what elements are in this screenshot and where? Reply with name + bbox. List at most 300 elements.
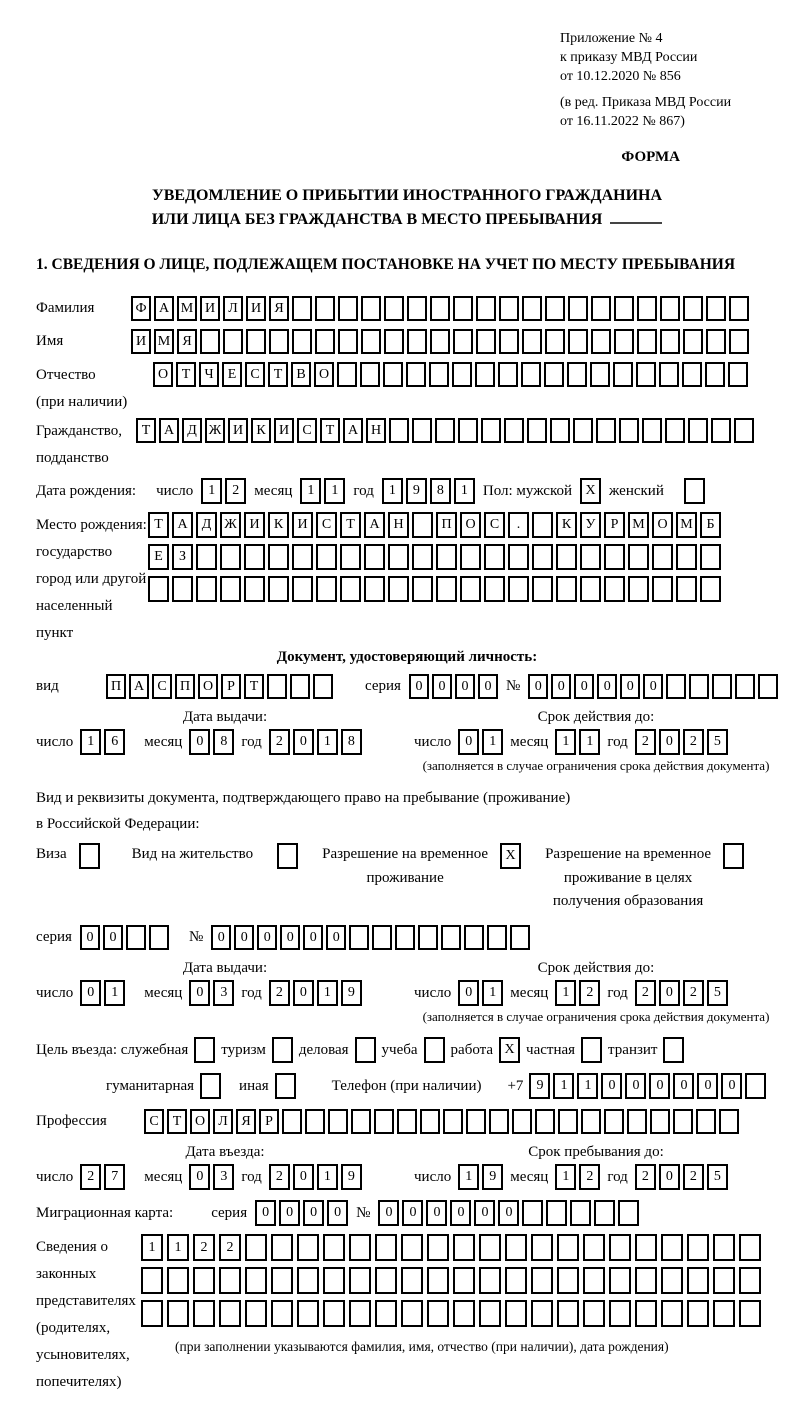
char-cell[interactable] (372, 925, 392, 950)
char-cell[interactable]: 9 (341, 1164, 362, 1190)
char-cell[interactable] (659, 362, 679, 387)
char-cell[interactable]: 2 (635, 729, 656, 755)
char-cell[interactable] (315, 329, 335, 354)
char-cell[interactable] (700, 544, 721, 570)
char-cell[interactable] (713, 1300, 735, 1327)
char-cell[interactable]: 0 (432, 674, 452, 699)
char-cell[interactable] (489, 1109, 509, 1134)
char-cell[interactable] (267, 674, 287, 699)
char-cell[interactable] (660, 296, 680, 321)
char-cell[interactable]: 0 (80, 925, 100, 950)
char-cell[interactable] (340, 576, 361, 602)
char-cell[interactable]: 0 (80, 980, 101, 1006)
char-cell[interactable] (443, 1109, 463, 1134)
char-cell[interactable] (711, 418, 731, 443)
char-cell[interactable] (581, 1109, 601, 1134)
char-cell[interactable]: М (628, 512, 649, 538)
char-cell[interactable] (706, 329, 726, 354)
char-cell[interactable] (268, 576, 289, 602)
char-cell[interactable] (719, 1109, 739, 1134)
char-cell[interactable] (687, 1300, 709, 1327)
char-cell[interactable]: 3 (213, 980, 234, 1006)
char-cell[interactable]: 5 (707, 729, 728, 755)
char-cell[interactable] (441, 925, 461, 950)
char-cell[interactable] (407, 296, 427, 321)
char-cell[interactable] (556, 544, 577, 570)
char-cell[interactable]: 0 (293, 1164, 314, 1190)
char-cell[interactable] (527, 418, 547, 443)
purpose-humanitarian-checkbox[interactable] (200, 1073, 221, 1099)
char-cell[interactable] (676, 544, 697, 570)
char-cell[interactable]: О (314, 362, 334, 387)
char-cell[interactable]: 0 (327, 1200, 348, 1226)
char-cell[interactable] (361, 296, 381, 321)
char-cell[interactable] (609, 1300, 631, 1327)
char-cell[interactable] (340, 544, 361, 570)
char-cell[interactable] (544, 362, 564, 387)
char-cell[interactable] (389, 418, 409, 443)
char-cell[interactable]: В (291, 362, 311, 387)
purpose-other-checkbox[interactable] (275, 1073, 296, 1099)
char-cell[interactable]: С (484, 512, 505, 538)
char-cell[interactable]: 2 (635, 1164, 656, 1190)
char-cell[interactable]: 1 (382, 478, 403, 504)
char-cell[interactable]: А (154, 296, 174, 321)
char-cell[interactable] (650, 1109, 670, 1134)
char-cell[interactable] (635, 1267, 657, 1294)
char-cell[interactable]: И (131, 329, 151, 354)
char-cell[interactable]: И (200, 296, 220, 321)
char-cell[interactable]: 1 (579, 729, 600, 755)
char-cell[interactable]: Е (222, 362, 242, 387)
char-cell[interactable]: 7 (104, 1164, 125, 1190)
char-cell[interactable] (388, 544, 409, 570)
char-cell[interactable] (412, 544, 433, 570)
char-cell[interactable] (558, 1109, 578, 1134)
char-cell[interactable] (384, 296, 404, 321)
char-cell[interactable]: 0 (478, 674, 498, 699)
char-cell[interactable] (313, 674, 333, 699)
char-cell[interactable] (661, 1300, 683, 1327)
char-cell[interactable] (583, 1267, 605, 1294)
char-cell[interactable] (568, 296, 588, 321)
char-cell[interactable]: 0 (303, 1200, 324, 1226)
char-cell[interactable] (557, 1267, 579, 1294)
char-cell[interactable] (453, 1234, 475, 1261)
char-cell[interactable]: 0 (378, 1200, 399, 1226)
char-cell[interactable] (604, 544, 625, 570)
char-cell[interactable]: М (177, 296, 197, 321)
char-cell[interactable] (713, 1234, 735, 1261)
char-cell[interactable] (590, 362, 610, 387)
char-cell[interactable] (591, 296, 611, 321)
char-cell[interactable] (652, 576, 673, 602)
char-cell[interactable] (149, 925, 169, 950)
char-cell[interactable] (696, 1109, 716, 1134)
char-cell[interactable]: 1 (324, 478, 345, 504)
char-cell[interactable] (618, 1200, 639, 1226)
char-cell[interactable]: 8 (430, 478, 451, 504)
char-cell[interactable] (418, 925, 438, 950)
char-cell[interactable]: И (244, 512, 265, 538)
char-cell[interactable] (453, 1267, 475, 1294)
char-cell[interactable] (504, 418, 524, 443)
char-cell[interactable]: 2 (269, 980, 290, 1006)
purpose-work-checkbox[interactable]: X (499, 1037, 520, 1063)
char-cell[interactable] (271, 1267, 293, 1294)
char-cell[interactable] (292, 329, 312, 354)
char-cell[interactable]: А (129, 674, 149, 699)
char-cell[interactable] (557, 1234, 579, 1261)
char-cell[interactable] (758, 674, 778, 699)
purpose-tourism-checkbox[interactable] (272, 1037, 293, 1063)
char-cell[interactable] (734, 418, 754, 443)
purpose-private-checkbox[interactable] (581, 1037, 602, 1063)
char-cell[interactable]: О (198, 674, 218, 699)
char-cell[interactable] (505, 1234, 527, 1261)
char-cell[interactable] (167, 1300, 189, 1327)
char-cell[interactable]: 1 (553, 1073, 574, 1099)
char-cell[interactable]: 1 (458, 1164, 479, 1190)
char-cell[interactable] (430, 296, 450, 321)
char-cell[interactable] (430, 329, 450, 354)
char-cell[interactable] (246, 329, 266, 354)
char-cell[interactable] (735, 674, 755, 699)
char-cell[interactable] (557, 1300, 579, 1327)
char-cell[interactable]: Т (176, 362, 196, 387)
char-cell[interactable]: 9 (406, 478, 427, 504)
char-cell[interactable] (316, 544, 337, 570)
char-cell[interactable] (297, 1267, 319, 1294)
char-cell[interactable] (522, 329, 542, 354)
char-cell[interactable] (567, 362, 587, 387)
char-cell[interactable]: С (144, 1109, 164, 1134)
char-cell[interactable] (510, 925, 530, 950)
char-cell[interactable] (290, 674, 310, 699)
char-cell[interactable]: 1 (104, 980, 125, 1006)
char-cell[interactable]: 1 (80, 729, 101, 755)
char-cell[interactable]: 1 (300, 478, 321, 504)
temp-residence-edu-checkbox[interactable] (723, 843, 744, 869)
char-cell[interactable]: Я (236, 1109, 256, 1134)
char-cell[interactable] (628, 544, 649, 570)
char-cell[interactable]: И (228, 418, 248, 443)
char-cell[interactable] (728, 362, 748, 387)
char-cell[interactable] (535, 1109, 555, 1134)
char-cell[interactable] (395, 925, 415, 950)
char-cell[interactable] (453, 1300, 475, 1327)
char-cell[interactable]: Ч (199, 362, 219, 387)
char-cell[interactable] (522, 296, 542, 321)
char-cell[interactable] (412, 576, 433, 602)
char-cell[interactable] (521, 362, 541, 387)
char-cell[interactable] (745, 1073, 766, 1099)
char-cell[interactable]: 0 (643, 674, 663, 699)
char-cell[interactable] (531, 1267, 553, 1294)
char-cell[interactable]: 0 (455, 674, 475, 699)
char-cell[interactable]: О (153, 362, 173, 387)
char-cell[interactable]: 2 (579, 1164, 600, 1190)
char-cell[interactable]: Т (148, 512, 169, 538)
char-cell[interactable] (499, 296, 519, 321)
char-cell[interactable] (460, 544, 481, 570)
char-cell[interactable]: Т (340, 512, 361, 538)
char-cell[interactable] (196, 544, 217, 570)
char-cell[interactable]: 2 (219, 1234, 241, 1261)
char-cell[interactable] (683, 329, 703, 354)
char-cell[interactable] (384, 329, 404, 354)
char-cell[interactable]: 0 (303, 925, 323, 950)
char-cell[interactable] (245, 1267, 267, 1294)
char-cell[interactable]: П (436, 512, 457, 538)
char-cell[interactable]: 0 (189, 1164, 210, 1190)
char-cell[interactable] (401, 1234, 423, 1261)
char-cell[interactable]: 0 (659, 980, 680, 1006)
char-cell[interactable]: 2 (193, 1234, 215, 1261)
char-cell[interactable]: 0 (659, 729, 680, 755)
char-cell[interactable] (297, 1234, 319, 1261)
char-cell[interactable]: И (292, 512, 313, 538)
char-cell[interactable]: А (343, 418, 363, 443)
char-cell[interactable]: Л (213, 1109, 233, 1134)
char-cell[interactable]: 0 (458, 980, 479, 1006)
char-cell[interactable]: 2 (80, 1164, 101, 1190)
char-cell[interactable] (452, 362, 472, 387)
char-cell[interactable]: О (190, 1109, 210, 1134)
char-cell[interactable]: М (676, 512, 697, 538)
char-cell[interactable] (532, 512, 553, 538)
char-cell[interactable] (505, 1300, 527, 1327)
char-cell[interactable] (292, 544, 313, 570)
char-cell[interactable] (568, 329, 588, 354)
char-cell[interactable]: Д (182, 418, 202, 443)
char-cell[interactable] (556, 576, 577, 602)
char-cell[interactable]: 0 (458, 729, 479, 755)
char-cell[interactable] (141, 1267, 163, 1294)
char-cell[interactable]: 0 (551, 674, 571, 699)
char-cell[interactable] (349, 925, 369, 950)
char-cell[interactable]: У (580, 512, 601, 538)
char-cell[interactable] (388, 576, 409, 602)
char-cell[interactable] (219, 1300, 241, 1327)
char-cell[interactable] (712, 674, 732, 699)
char-cell[interactable]: 1 (555, 980, 576, 1006)
char-cell[interactable] (429, 362, 449, 387)
char-cell[interactable] (397, 1109, 417, 1134)
char-cell[interactable]: З (172, 544, 193, 570)
char-cell[interactable]: 8 (341, 729, 362, 755)
char-cell[interactable]: 1 (141, 1234, 163, 1261)
char-cell[interactable]: Б (700, 512, 721, 538)
char-cell[interactable] (481, 418, 501, 443)
char-cell[interactable]: 1 (167, 1234, 189, 1261)
char-cell[interactable] (531, 1234, 553, 1261)
char-cell[interactable] (220, 576, 241, 602)
char-cell[interactable]: 0 (697, 1073, 718, 1099)
char-cell[interactable] (652, 544, 673, 570)
char-cell[interactable]: А (364, 512, 385, 538)
temp-residence-checkbox[interactable]: X (500, 843, 521, 869)
char-cell[interactable] (337, 362, 357, 387)
char-cell[interactable]: Д (196, 512, 217, 538)
char-cell[interactable] (688, 418, 708, 443)
char-cell[interactable] (583, 1300, 605, 1327)
char-cell[interactable]: 0 (279, 1200, 300, 1226)
char-cell[interactable]: 1 (317, 729, 338, 755)
char-cell[interactable]: 2 (579, 980, 600, 1006)
char-cell[interactable] (619, 418, 639, 443)
char-cell[interactable]: 8 (213, 729, 234, 755)
char-cell[interactable] (604, 576, 625, 602)
char-cell[interactable] (420, 1109, 440, 1134)
char-cell[interactable] (729, 329, 749, 354)
char-cell[interactable] (292, 576, 313, 602)
char-cell[interactable] (479, 1267, 501, 1294)
char-cell[interactable] (475, 362, 495, 387)
char-cell[interactable] (196, 576, 217, 602)
char-cell[interactable]: 0 (293, 729, 314, 755)
char-cell[interactable]: Ж (205, 418, 225, 443)
char-cell[interactable]: 0 (625, 1073, 646, 1099)
char-cell[interactable]: И (274, 418, 294, 443)
char-cell[interactable] (532, 544, 553, 570)
char-cell[interactable] (360, 362, 380, 387)
char-cell[interactable] (642, 418, 662, 443)
char-cell[interactable]: 2 (683, 729, 704, 755)
char-cell[interactable] (609, 1234, 631, 1261)
char-cell[interactable] (200, 329, 220, 354)
char-cell[interactable]: 0 (474, 1200, 495, 1226)
char-cell[interactable]: 0 (528, 674, 548, 699)
char-cell[interactable]: 1 (317, 980, 338, 1006)
char-cell[interactable]: П (175, 674, 195, 699)
char-cell[interactable] (636, 362, 656, 387)
char-cell[interactable]: С (245, 362, 265, 387)
char-cell[interactable] (297, 1300, 319, 1327)
char-cell[interactable]: 9 (482, 1164, 503, 1190)
char-cell[interactable] (729, 296, 749, 321)
char-cell[interactable] (323, 1300, 345, 1327)
char-cell[interactable] (682, 362, 702, 387)
char-cell[interactable] (466, 1109, 486, 1134)
char-cell[interactable]: Я (177, 329, 197, 354)
char-cell[interactable] (661, 1267, 683, 1294)
char-cell[interactable]: С (297, 418, 317, 443)
char-cell[interactable] (245, 1234, 267, 1261)
char-cell[interactable] (550, 418, 570, 443)
char-cell[interactable] (683, 296, 703, 321)
char-cell[interactable] (689, 674, 709, 699)
char-cell[interactable]: 0 (234, 925, 254, 950)
residence-permit-checkbox[interactable] (277, 843, 298, 869)
char-cell[interactable]: А (172, 512, 193, 538)
char-cell[interactable]: 2 (225, 478, 246, 504)
char-cell[interactable] (435, 418, 455, 443)
char-cell[interactable] (505, 1267, 527, 1294)
char-cell[interactable]: 5 (707, 980, 728, 1006)
char-cell[interactable] (193, 1267, 215, 1294)
char-cell[interactable] (148, 576, 169, 602)
char-cell[interactable] (219, 1267, 241, 1294)
char-cell[interactable]: Ф (131, 296, 151, 321)
char-cell[interactable] (244, 544, 265, 570)
char-cell[interactable]: Р (604, 512, 625, 538)
char-cell[interactable]: 2 (683, 1164, 704, 1190)
char-cell[interactable] (271, 1300, 293, 1327)
char-cell[interactable] (739, 1234, 761, 1261)
char-cell[interactable] (412, 418, 432, 443)
char-cell[interactable]: Т (167, 1109, 187, 1134)
char-cell[interactable] (476, 329, 496, 354)
char-cell[interactable]: С (152, 674, 172, 699)
char-cell[interactable]: 0 (649, 1073, 670, 1099)
char-cell[interactable]: 0 (620, 674, 640, 699)
char-cell[interactable] (338, 329, 358, 354)
char-cell[interactable]: 0 (659, 1164, 680, 1190)
char-cell[interactable]: 0 (293, 980, 314, 1006)
char-cell[interactable] (687, 1234, 709, 1261)
char-cell[interactable] (374, 1109, 394, 1134)
char-cell[interactable] (613, 362, 633, 387)
char-cell[interactable] (361, 329, 381, 354)
char-cell[interactable] (193, 1300, 215, 1327)
char-cell[interactable] (522, 1200, 543, 1226)
char-cell[interactable]: 0 (103, 925, 123, 950)
char-cell[interactable] (427, 1300, 449, 1327)
char-cell[interactable] (167, 1267, 189, 1294)
char-cell[interactable]: Е (148, 544, 169, 570)
char-cell[interactable]: И (246, 296, 266, 321)
char-cell[interactable] (375, 1267, 397, 1294)
char-cell[interactable] (583, 1234, 605, 1261)
char-cell[interactable] (713, 1267, 735, 1294)
char-cell[interactable] (383, 362, 403, 387)
char-cell[interactable] (512, 1109, 532, 1134)
char-cell[interactable]: Т (244, 674, 264, 699)
char-cell[interactable]: Т (320, 418, 340, 443)
purpose-official-checkbox[interactable] (194, 1037, 215, 1063)
char-cell[interactable]: 0 (257, 925, 277, 950)
char-cell[interactable]: 0 (450, 1200, 471, 1226)
char-cell[interactable] (545, 329, 565, 354)
char-cell[interactable] (323, 1234, 345, 1261)
char-cell[interactable]: 1 (482, 980, 503, 1006)
char-cell[interactable] (338, 296, 358, 321)
char-cell[interactable] (305, 1109, 325, 1134)
char-cell[interactable]: 2 (635, 980, 656, 1006)
char-cell[interactable] (375, 1300, 397, 1327)
char-cell[interactable]: 6 (104, 729, 125, 755)
char-cell[interactable] (375, 1234, 397, 1261)
visa-checkbox[interactable] (79, 843, 100, 869)
char-cell[interactable]: 2 (683, 980, 704, 1006)
char-cell[interactable]: 0 (189, 980, 210, 1006)
char-cell[interactable] (614, 296, 634, 321)
char-cell[interactable]: Р (259, 1109, 279, 1134)
char-cell[interactable]: С (316, 512, 337, 538)
char-cell[interactable] (282, 1109, 302, 1134)
char-cell[interactable] (676, 576, 697, 602)
char-cell[interactable]: 2 (269, 1164, 290, 1190)
char-cell[interactable]: 1 (201, 478, 222, 504)
char-cell[interactable] (580, 576, 601, 602)
char-cell[interactable] (545, 296, 565, 321)
char-cell[interactable] (666, 674, 686, 699)
char-cell[interactable] (484, 576, 505, 602)
char-cell[interactable] (292, 296, 312, 321)
char-cell[interactable] (436, 544, 457, 570)
char-cell[interactable] (604, 1109, 624, 1134)
